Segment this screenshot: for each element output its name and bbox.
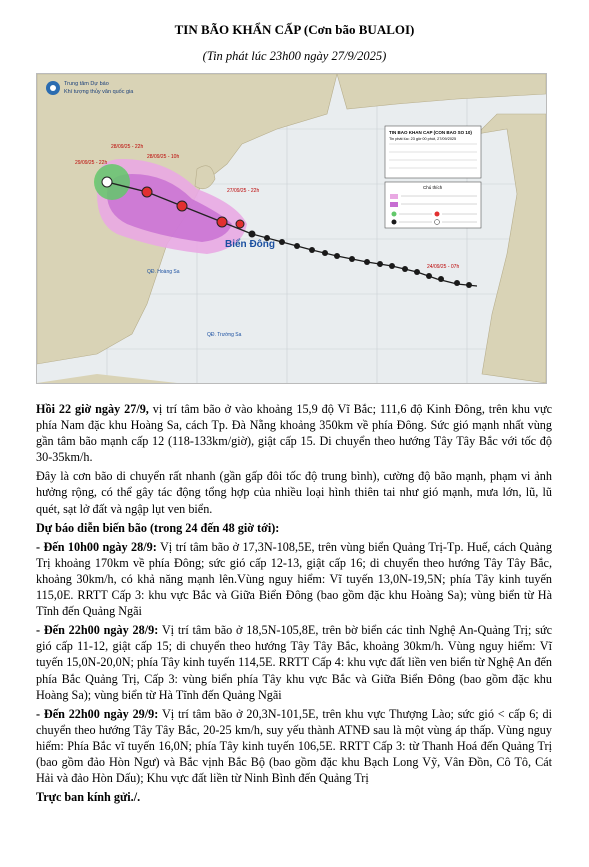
forecast-heading: Dự báo diễn biến bão (trong 24 đến 48 giờ tới): <box>36 520 280 535</box>
label-time-2: 28/09/25 - 10h <box>147 154 180 160</box>
current-position-text: vị trí tâm bão ở vào khoảng 15,9 độ Vĩ Bắc; 111,6 độ Kinh Đông, trên khu vực phía Nam đặc khu Hoàng Sa, cách Tp. Đà Nẵng khoảng 350km về phía Đông. Sức gió mạnh nhất vùng gần tâm bão mạnh cấp 12 (118-133km/giờ), giật cấp 15. Di chuyển theo hướng Tây Tây Bắc với tốc độ 30-35km/h. <box>36 402 552 465</box>
svg-text:Tin phát lúc: 23 giờ 00 phút,: Tin phát lúc: 23 giờ 00 phút, 27/09/2025 <box>389 137 457 141</box>
signoff: Trực ban kính gửi./. <box>36 790 141 805</box>
forecast-3-text: Vị trí tâm bão ở 20,3N-101,5E, trên khu vực Thượng Lào; sức gió < cấp 6; di chuyển theo hướng Tây Tây Bắc, 20-25 km/h, suy yếu thành ATNĐ sau là một vùng áp thấp. Vùng nguy hiểm: Phía Bắc vĩ tuyến 16,0N; phía Tây kinh tuyến 106,5E. RRTT Cấp 3: từ Thanh Hoá đến Quảng Trị (bao gồm đảo Hòn Ngư) và Bắc vịnh Bắc Bộ (bao gồm đặc khu Bạch Long Vỹ, Vân Đồn, Cô Tô, Cát Hải và đảo Hòn Dấu); Khu vực đất liền từ Ninh Bình đến Quảng Trị <box>36 706 552 786</box>
current-position-marker <box>236 220 244 228</box>
svg-text:Chú thích: Chú thích <box>423 185 443 190</box>
label-time-5: 24/09/25 - 07h <box>427 264 460 270</box>
forecast-3-time: - Đến 22h00 ngày 29/9: <box>36 706 159 721</box>
document-subtitle: (Tin phát lúc 23h00 ngày 27/9/2025) <box>202 49 387 63</box>
bulletin-body <box>36 401 552 808</box>
agency-name-line1: Trung tâm Dự báo <box>64 81 109 87</box>
forecast-1-time: - Đến 10h00 ngày 28/9: <box>36 539 157 554</box>
forecast-item-1 <box>36 539 552 619</box>
label-truong-sa: QĐ. Trường Sa <box>207 332 242 338</box>
storm-map-graphic <box>37 74 546 383</box>
svg-text:TIN BAO KHAN CAP (CON BAO SO 1: TIN BAO KHAN CAP (CON BAO SO 10) <box>389 130 472 135</box>
label-time-1: 28/09/25 - 22h <box>111 144 144 150</box>
forecast-2-time: - Đến 22h00 ngày 28/9: <box>36 623 159 638</box>
forecast-1-text: Vị trí tâm bão ở 17,3N-108,5E, trên vùng biển Quảng Trị-Tp. Huế, cách Quảng Trị khoảng 170km về phía Đông; sức gió cấp 12-13, giật cấp 16; di chuyển theo hướng Tây Tây Bắc, khoảng 30km/h, có khả năng mạnh lên.Vùng nguy hiểm: Vĩ tuyến 13,0N-19,5N; phía Tây kinh tuyến 115,0E. RRTT Cấp 3: khu vực Bắc và Giữa Biển Đông (bao gồm đặc khu Hoàng Sa); vùng biển từ Hà Tĩnh đến Quảng Ngãi <box>36 539 552 619</box>
paragraph-current-position <box>36 401 552 465</box>
bulletin-info-box <box>385 126 481 178</box>
storm-track-map <box>36 73 547 384</box>
forecast-item-3 <box>36 706 552 786</box>
agency-name-line2: Khí tượng thủy văn quốc gia <box>64 89 134 95</box>
map-legend <box>385 182 481 228</box>
current-time-label: Hồi 22 giờ ngày 27/9, <box>36 402 149 416</box>
label-bien-dong: Biển Đông <box>225 239 275 250</box>
paragraph-storm-characteristics: Đây là cơn bão di chuyển rất nhanh (gần gấp đôi tốc độ trung bình), cường độ bão mạnh, phạm vi ảnh hưởng rộng, có thể gây tác động tổng hợp của nhiều loại hình thiên tai như gió mạnh, mưa lớn, lũ, lũ quét, sạt lở đất và ngập lụt ven biển. <box>36 469 552 516</box>
agency-logo <box>46 81 60 95</box>
label-time-4: 27/09/25 - 22h <box>227 188 260 194</box>
forecast-item-2 <box>36 622 552 702</box>
document-title: TIN BÃO KHẨN CẤP (Cơn bão BUALOI) <box>174 22 415 37</box>
label-hoang-sa: QĐ. Hoàng Sa <box>147 269 180 275</box>
label-time-3: 29/09/25 - 22h <box>75 160 108 166</box>
forecast-2-text: Vị trí tâm bão ở 18,5N-105,8E, trên bờ biển các tỉnh Nghệ An-Quảng Trị; sức gió cấp 11-12, giật cấp 15; di chuyển theo hướng Tây Tây Bắc, khoảng 30km/h. Vùng nguy hiểm: Vĩ tuyến 15,0N-20,0N; phía Tây kinh tuyến 114,5E. RRTT Cấp 4: khu vực đất liền ven biển từ Nghệ An đến phía Bắc Quảng Trị, Cấp 3: vùng biển phía Tây khu vực Bắc và Giữa Biển Đông (bao gồm đặc khu Hoàng Sa); vùng biển từ Hà Tĩnh đến Quảng Ngãi <box>36 623 552 702</box>
